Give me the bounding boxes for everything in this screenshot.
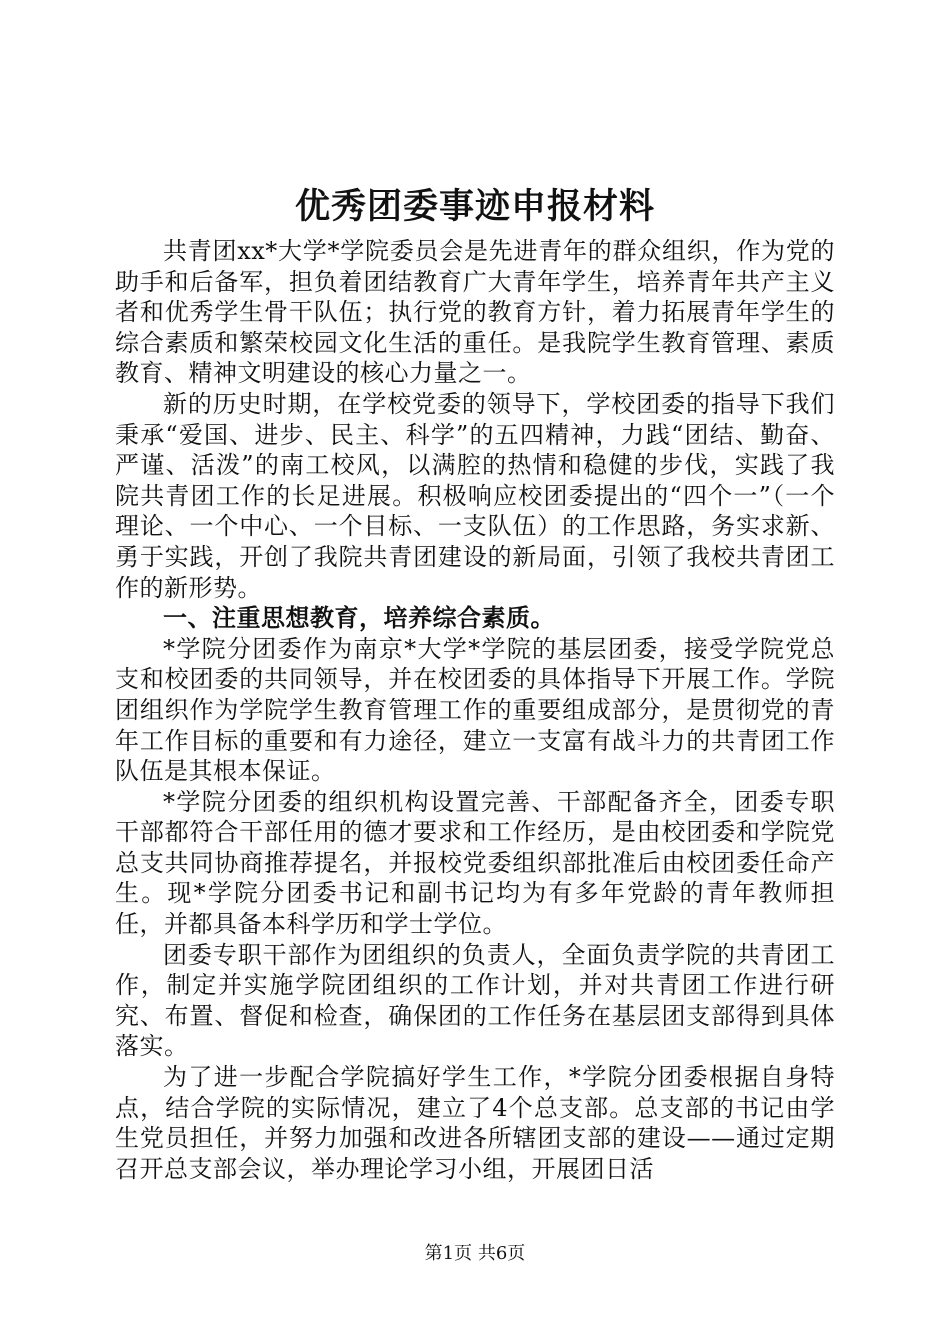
document-body (115, 236, 835, 1184)
document-title: 优秀团委事迹申报材料 (294, 186, 655, 227)
paragraph-general-branches: 为了进一步配合学院搞好学生工作，*学院分团委根据自身特点，结合学院的实际情况，建立了4个总支部。总支部的书记由学生党员担任，并努力加强和改进各所辖团支部的建设——通过定期召开总支部会议，举办理论学习小组，开展团日活 (115, 1063, 835, 1183)
paragraph-intro: 共青团xx*大学*学院委员会是先进青年的群众组织，作为党的助手和后备军，担负着团结教育广大青年学生，培养青年共产主义者和优秀学生骨干队伍；执行党的教育方针，着力拓展青年学生的综合素质和繁荣校园文化生活的重任。是我院学生教育管理、素质教育、精神文明建设的核心力量之一。 (115, 237, 835, 388)
page-number-footer: 第1页 共6页 (424, 1243, 526, 1264)
section-heading-1: 一、注重思想教育，培养综合素质。 (163, 603, 555, 633)
paragraph-new-era: 新的历史时期，在学校党委的领导下，学校团委的指导下我们秉承“爱国、进步、民主、科学”的五四精神，力践“团结、勤奋、严谨、活泼”的南工校风，以满腔的热情和稳健的步伐，实践了我院共青团工作的长足进展。积极响应校团委提出的“四个一”（一个理论、一个中心、一个目标、一支队伍）的工作思路，务实求新、勇于实践，开创了我院共青团建设的新局面，引领了我校共青团工作的新形势。 (115, 389, 835, 602)
paragraph-cadres: 团委专职干部作为团组织的负责人，全面负责学院的共青团工作，制定并实施学院团组织的工作计划，并对共青团工作进行研究、布置、督促和检查，确保团的工作任务在基层团支部得到具体落实。 (115, 940, 835, 1061)
paragraph-organization: *学院分团委的组织机构设置完善、干部配备齐全，团委专职干部都符合干部任用的德才要求和工作经历，是由校团委和学院党总支共同协商推荐提名，并报校党委组织部批准后由校团委任命产生。现*学院分团委书记和副书记均为有多年党龄的青年教师担任，并都具备本科学历和学士学位。 (115, 787, 835, 939)
paragraph-branch-committee: *学院分团委作为南京*大学*学院的基层团委，接受学院党总支和校团委的共同领导，并在校团委的具体指导下开展工作。学院团组织作为学院学生教育管理工作的重要组成部分，是贯彻党的青年工作目标的重要和有力途径，建立一支富有战斗力的共青团工作队伍是其根本保证。 (115, 634, 835, 786)
